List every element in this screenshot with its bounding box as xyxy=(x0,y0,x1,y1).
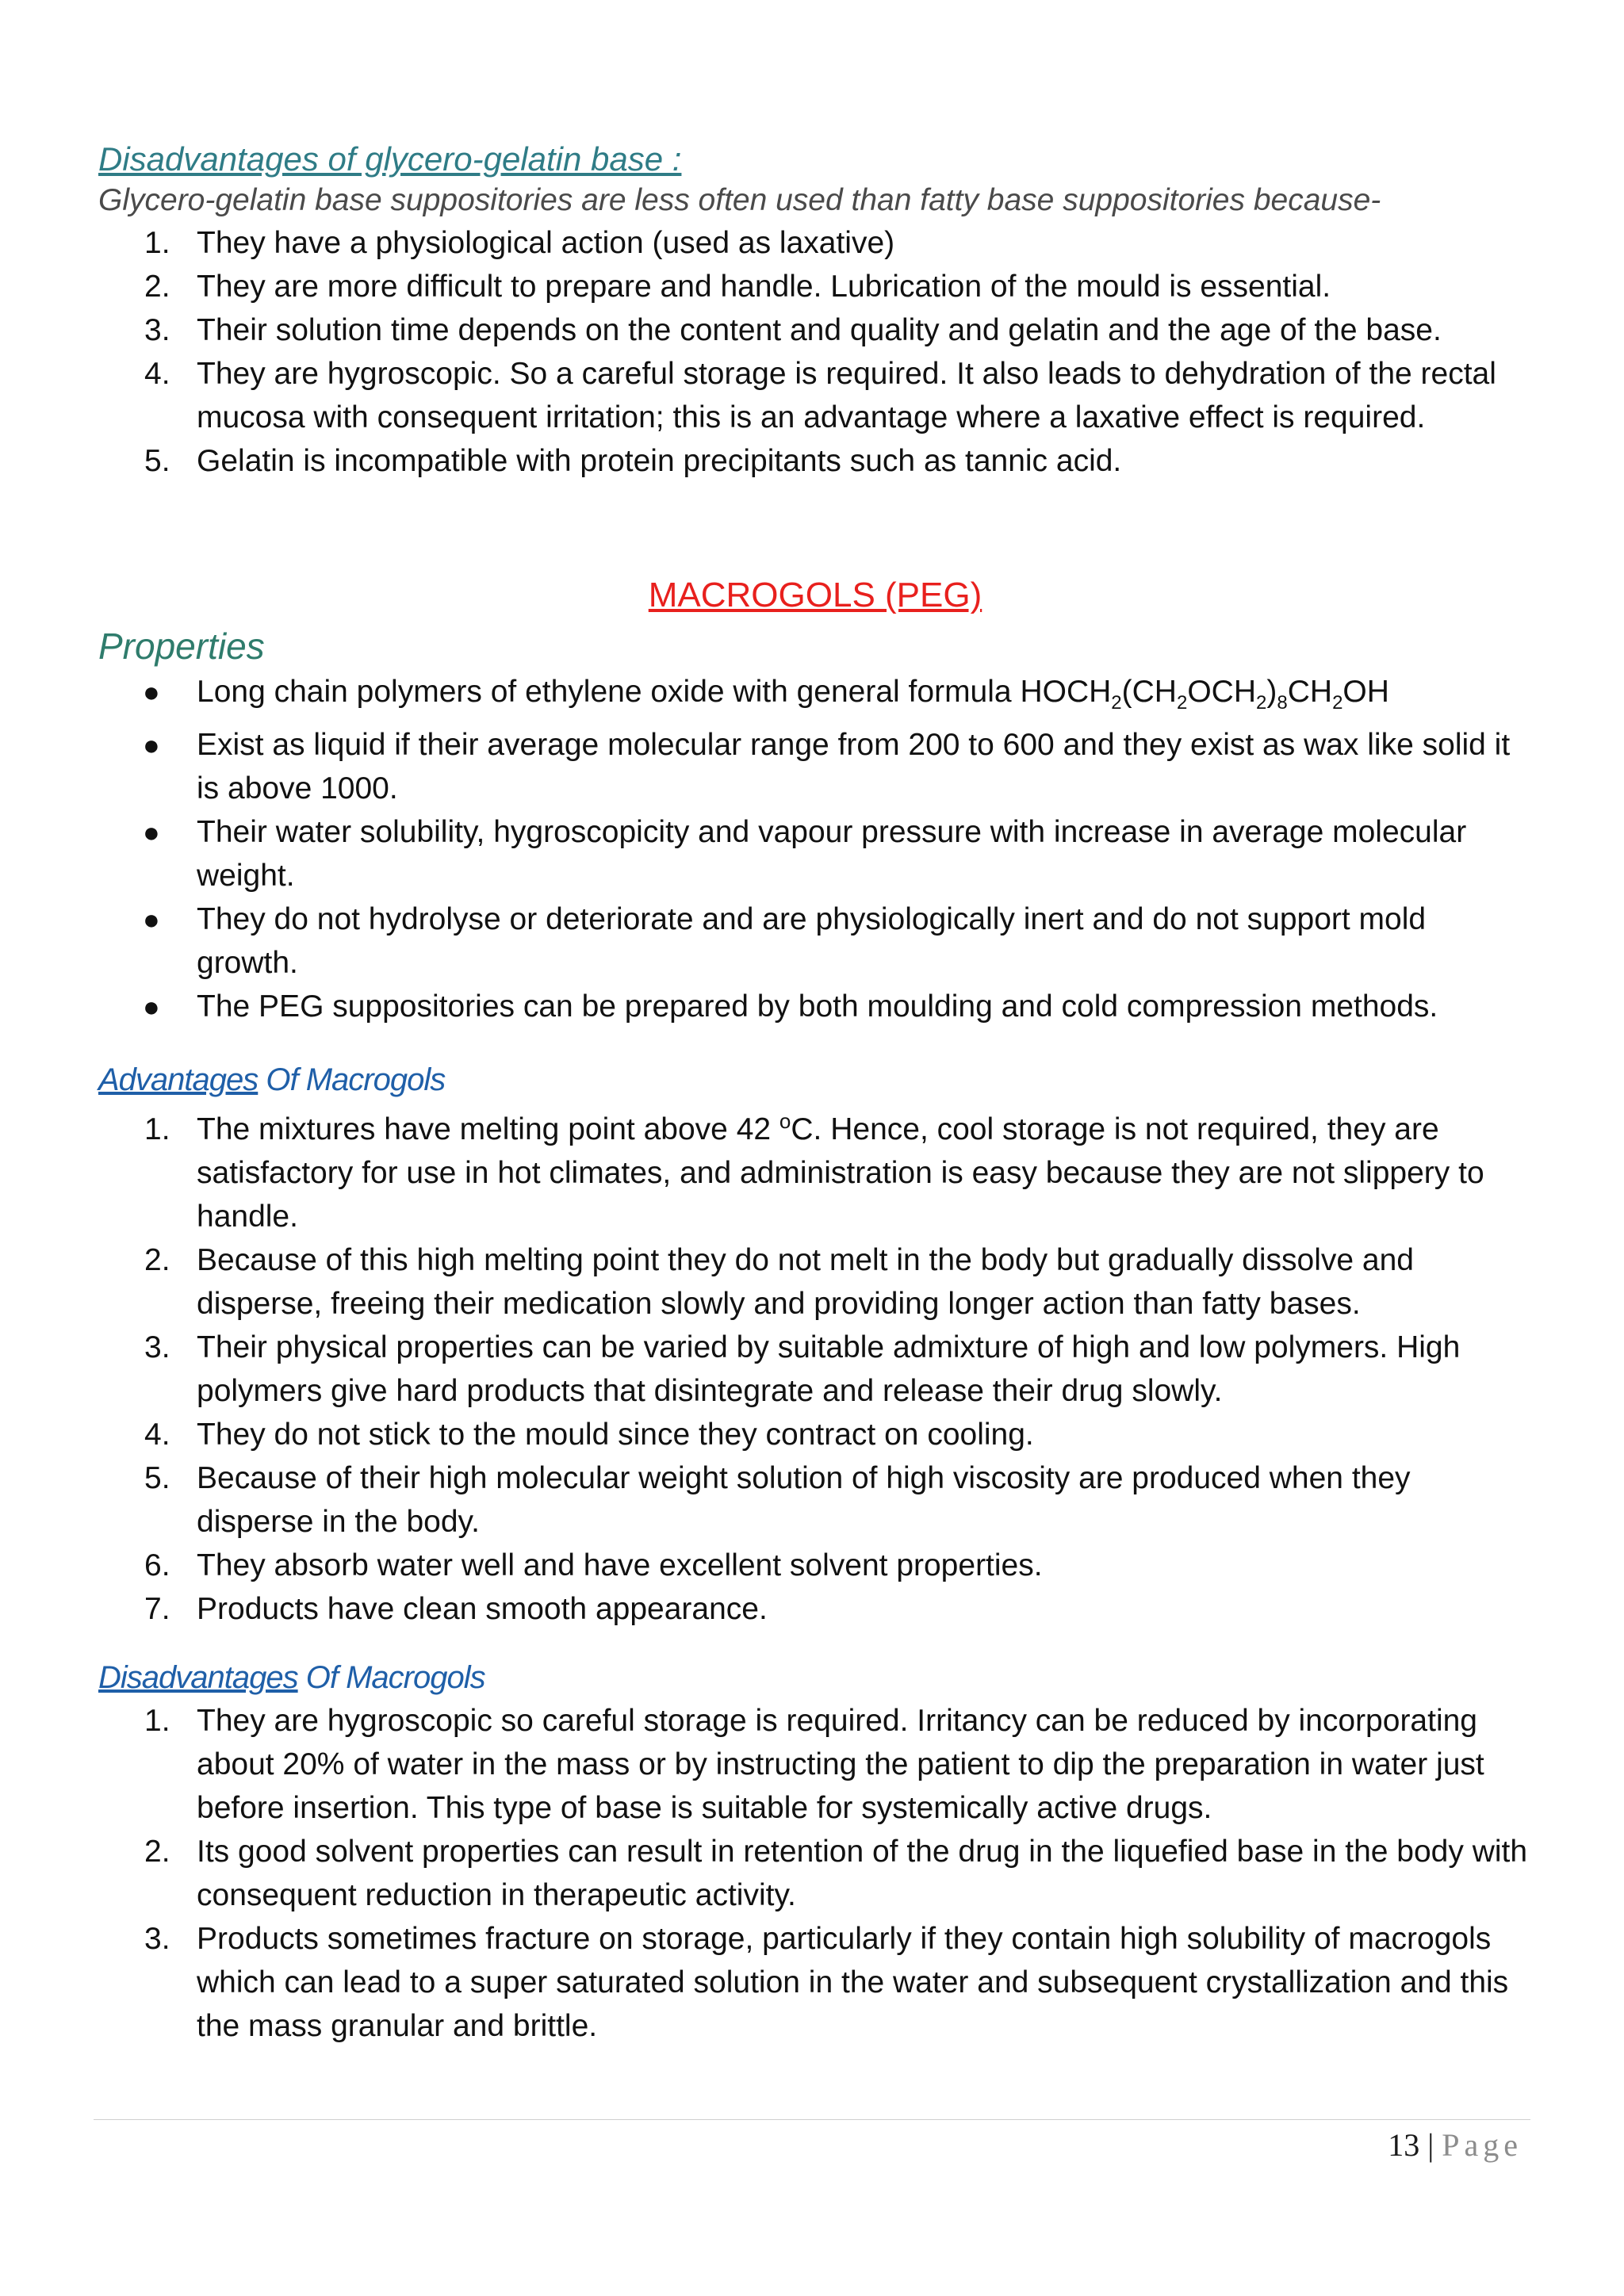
list-item: 1. They are hygroscopic so careful storage is required. Irritancy can be reduced by incorporating about 20% of water in the mass or by instructing the patient to dip the preparation in water just before insertion. This type of base is suitable for systemically active drugs. xyxy=(144,1704,1484,1825)
bullet-icon: ● xyxy=(143,675,160,708)
list-item: 3. Products sometimes fracture on storage, particularly if they contain high solubility of macrogols which can lead to a super saturated solution in the water and subsequent crystallization and this the mass granular and brittle. xyxy=(144,1922,1509,2043)
properties-list xyxy=(98,670,1532,1028)
list-item: 3. Their solution time depends on the content and quality and gelatin and the age of the base. xyxy=(144,313,1442,347)
disadvantages-list xyxy=(98,1699,1532,2048)
peg-formula: $HOCH_2(CH_2OCH_2)_8CH_2OH$ xyxy=(1020,675,1389,714)
bullet-icon: ● xyxy=(143,990,160,1023)
list-item: ● They do not hydrolyse or deteriorate and are physiologically inert and do not support mold growth. xyxy=(98,897,1532,985)
properties-heading: Properties xyxy=(98,626,265,667)
page-label: Page xyxy=(1442,2127,1522,2163)
advantages-list xyxy=(98,1108,1532,1631)
macrogols-title: MACROGOLS (PEG) xyxy=(648,576,982,614)
bullet-icon: ● xyxy=(143,816,160,848)
disadvantages-heading: Disadvantages Of Macrogols xyxy=(98,1660,485,1695)
list-item: ● Their water solubility, hygroscopicity and vapour pressure with increase in average molecular weight. xyxy=(98,810,1532,897)
bullet-icon: ● xyxy=(143,903,160,936)
list-item: 2. Because of this high melting point they do not melt in the body but gradually dissolve and disperse, freeing their medication slowly and providing longer action than fatty bases. xyxy=(144,1243,1414,1321)
list-item: ● Long chain polymers of ethylene oxide with general formula $HOCH_2(CH_2OCH_2)_8CH_2OH$ xyxy=(98,670,1532,714)
list-item: 2. Its good solvent properties can result in retention of the drug in the liquefied base in the body with consequent reduction in therapeutic activity. xyxy=(144,1835,1528,1912)
list-item: 5. Gelatin is incompatible with protein precipitants such as tannic acid. xyxy=(144,444,1122,478)
list-item: 3. Their physical properties can be varied by suitable admixture of high and low polymers. High polymers give hard products that disintegrate and release their drug slowly. xyxy=(144,1330,1461,1408)
glycero-gelatin-intro: Glycero-gelatin base suppositories are less often used than fatty base suppositories because- xyxy=(98,183,1381,217)
advantages-heading: Advantages Of Macrogols xyxy=(98,1062,446,1097)
bullet-icon: ● xyxy=(143,729,160,761)
list-item: 4. They do not stick to the mould since they contract on cooling. xyxy=(144,1418,1034,1452)
list-item: 6. They absorb water well and have excellent solvent properties. xyxy=(144,1548,1043,1582)
list-item: 2. They are more difficult to prepare and handle. Lubrication of the mould is essential. xyxy=(144,270,1331,304)
footer-divider xyxy=(94,2119,1530,2120)
list-item: 7. Products have clean smooth appearance. xyxy=(144,1592,768,1626)
glycero-gelatin-disadvantages-heading: Disadvantages of glycero-gelatin base : xyxy=(98,140,682,178)
page-content xyxy=(98,139,1532,2048)
list-item: 4. They are hygroscopic. So a careful storage is required. It also leads to dehydration of the rectal mucosa with consequent irritation; this is an advantage where a laxative effect is required. xyxy=(144,357,1496,434)
page-footer: 13 | Page xyxy=(1388,2127,1522,2163)
list-item: ● The PEG suppositories can be prepared by both moulding and cold compression methods. xyxy=(98,985,1532,1028)
list-item: 1. They have a physiological action (used as laxative) xyxy=(144,226,895,260)
list-item: 1. The mixtures have melting point above 42 $^o$C. Hence, cool storage is not required, they are satisfactory for use in hot climates, and administration is easy because they are not slippery to handle. xyxy=(144,1109,1484,1234)
glycero-gelatin-disadvantages-list xyxy=(98,221,1532,483)
list-item: ● Exist as liquid if their average molecular range from 200 to 600 and they exist as wax like solid it is above 1000. xyxy=(98,723,1532,810)
page-number: 13 xyxy=(1388,2127,1420,2163)
list-item: 5. Because of their high molecular weight solution of high viscosity are produced when they disperse in the body. xyxy=(144,1461,1411,1539)
